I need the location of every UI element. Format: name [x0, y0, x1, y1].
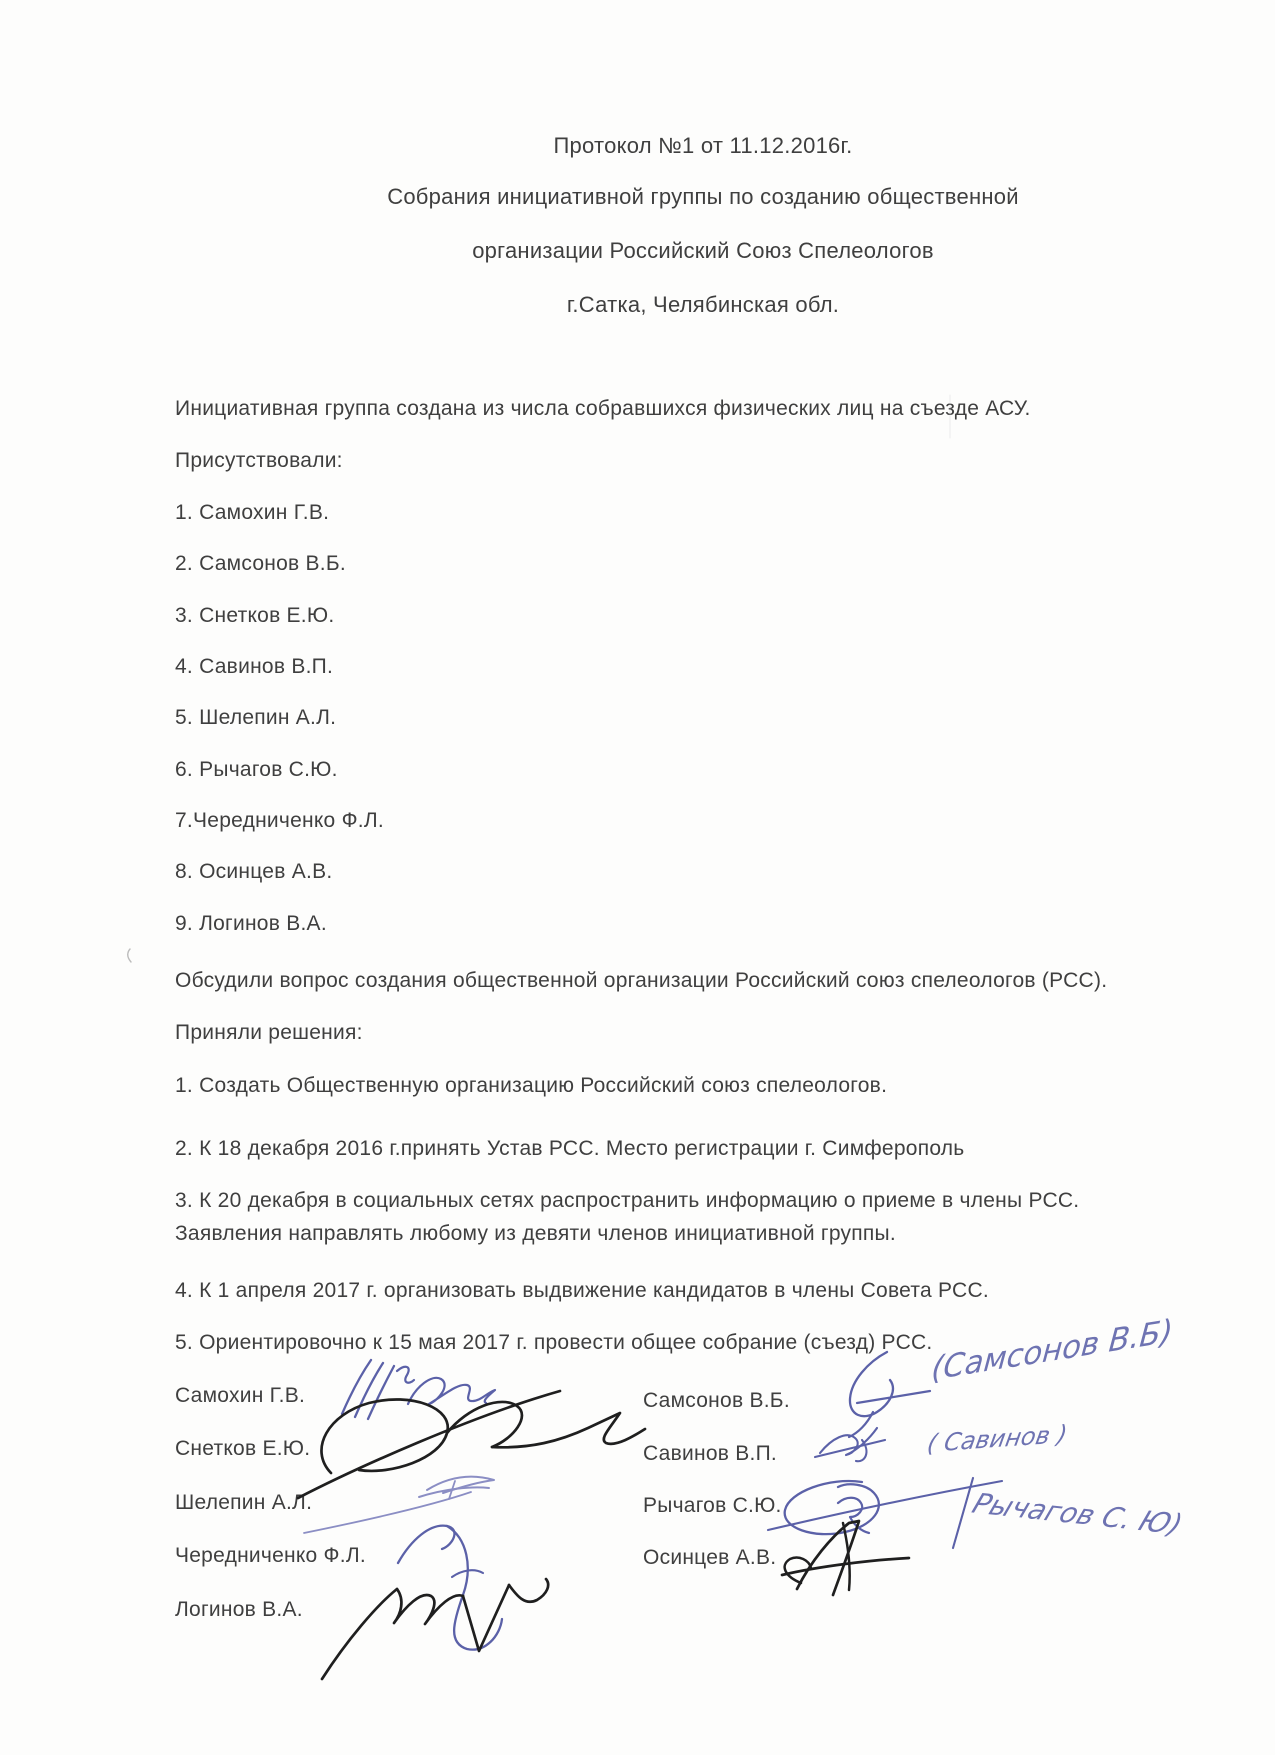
signatory-name: Самохин Г.В. — [175, 1384, 306, 1407]
signatory-name: Самсонов В.Б. — [643, 1389, 790, 1412]
signatory-name: Осинцев А.В. — [643, 1546, 777, 1569]
signature-samokhin — [342, 1360, 495, 1419]
attendee-item: 5. Шелепин А.Л. — [175, 706, 337, 729]
attendee-item: 1. Самохин Г.В. — [175, 501, 330, 524]
intro-paragraph: Инициативная группа создана из числа собравшихся физических лиц на съезде АСУ. — [175, 397, 1031, 420]
resolution-item: 1. Создать Общественную организацию Российский союз спелеологов. — [175, 1074, 888, 1097]
resolution-item: 3. К 20 декабря в социальных сетях распространить информацию о приеме в члены РСС. — [175, 1189, 1080, 1212]
title-line-4: г.Сатка, Челябинская обл. — [566, 292, 840, 317]
signatory-name: Савинов В.П. — [643, 1442, 778, 1465]
signatory-name: Рычагов С.Ю. — [643, 1494, 782, 1517]
attendee-item: 9. Логинов В.А. — [175, 912, 327, 935]
attendee-item: 3. Снетков Е.Ю. — [175, 604, 335, 627]
attendee-item: 7.Чередниченко Ф.Л. — [175, 809, 384, 832]
discussed-paragraph: Обсудили вопрос создания общественной организации Российский союз спелеологов (РСС). — [175, 969, 1108, 992]
handwritten-note-samsonov: (Самсонов В.Б) — [930, 1312, 1175, 1388]
signature-savinov — [815, 1428, 885, 1461]
signature-snetkov — [298, 1391, 645, 1498]
signature-samsonov — [849, 1352, 930, 1437]
signatory-name: Логинов В.А. — [175, 1598, 303, 1621]
signature-cherednichenko — [398, 1526, 502, 1650]
attendee-item: 6. Рычагов С.Ю. — [175, 758, 338, 781]
attendee-item: 2. Самсонов В.Б. — [175, 552, 347, 575]
title-line-1: Протокол №1 от 11.12.2016г. — [553, 133, 853, 158]
resolution-item: 5. Ориентировочно к 15 мая 2017 г. провести общее собрание (съезд) РСС. — [175, 1331, 933, 1354]
handwritten-note-savinov: ( Савинов ) — [925, 1419, 1070, 1458]
handwritten-note-rychagov: Рычагов С. Ю) — [968, 1487, 1187, 1541]
signatory-name: Чередниченко Ф.Л. — [175, 1544, 366, 1567]
signature-osintsev — [782, 1521, 909, 1595]
signatory-name: Снетков Е.Ю. — [175, 1437, 311, 1460]
signature-loginov — [322, 1579, 548, 1679]
attendee-item: 8. Осинцев А.В. — [175, 860, 333, 883]
resolution-item: 4. К 1 апреля 2017 г. организовать выдвижение кандидатов в члены Совета РСС. — [175, 1279, 989, 1302]
resolution-item-continuation: Заявления направлять любому из девяти членов инициативной группы. — [175, 1222, 896, 1245]
title-line-3: организации Российский Союз Спелеологов — [472, 238, 934, 263]
present-label: Присутствовали: — [175, 449, 343, 472]
resolution-item: 2. К 18 декабря 2016 г.принять Устав РСС. Место регистрации г. Симферополь — [175, 1137, 965, 1160]
signature-shelepin — [304, 1477, 494, 1533]
signature-rychagov — [768, 1478, 1002, 1548]
resolutions-label: Приняли решения: — [175, 1021, 363, 1044]
attendee-item: 4. Савинов В.П. — [175, 655, 334, 678]
signatory-name: Шелепин А.Л. — [175, 1491, 313, 1514]
title-line-2: Собрания инициативной группы по созданию общественной — [387, 184, 1019, 209]
